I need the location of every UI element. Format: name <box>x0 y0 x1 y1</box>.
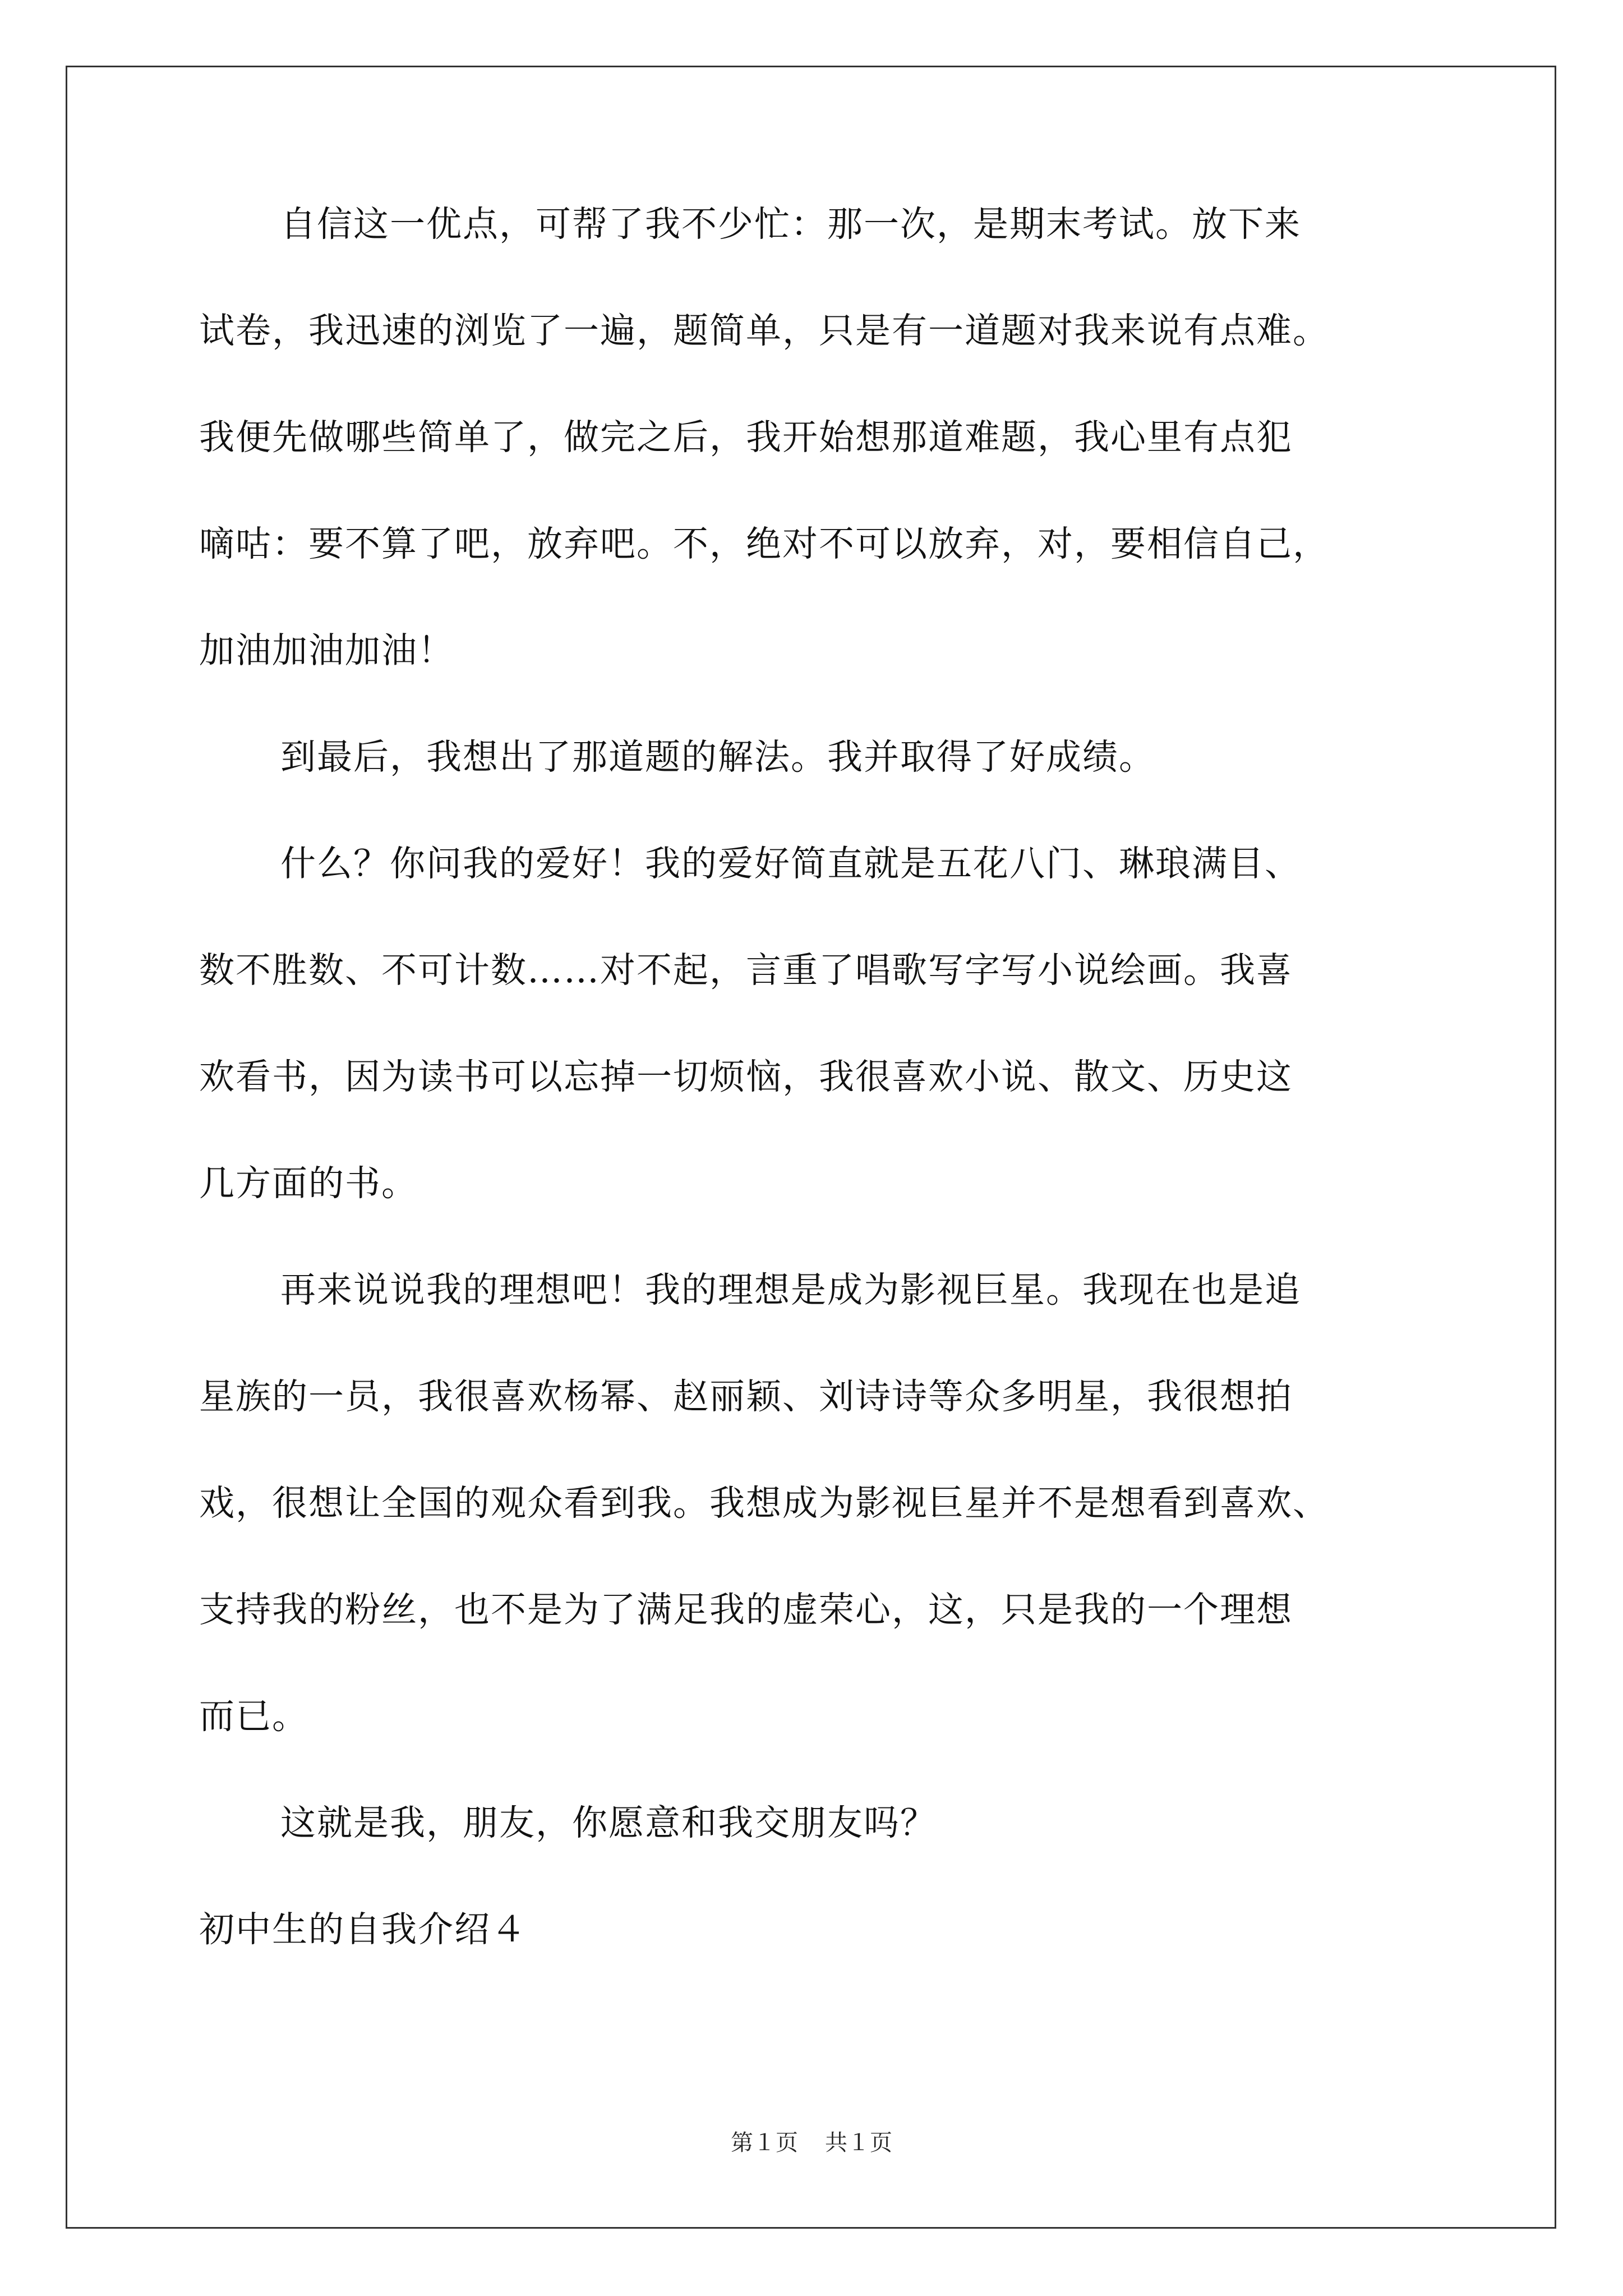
paragraph-line: 戏，很想让全国的观众看到我。我想成为影视巨星并不是想看到喜欢、 <box>199 1483 1329 1524</box>
paragraph-line: 支持我的粉丝，也不是为了满足我的虚荣心，这，只是我的一个理想 <box>199 1589 1293 1630</box>
paragraph-line: 数不胜数、不可计数……对不起，言重了唱歌写字写小说绘画。我喜 <box>199 950 1293 991</box>
paragraph-line: 再来说说我的理想吧！我的理想是成为影视巨星。我现在也是追 <box>280 1269 1301 1310</box>
section-heading: 初中生的自我介绍４ <box>199 1909 527 1950</box>
paragraph-line: 这就是我，朋友，你愿意和我交朋友吗？ <box>280 1802 937 1843</box>
paragraph-line: 欢看书，因为读书可以忘掉一切烦恼，我很喜欢小说、散文、历史这 <box>199 1056 1293 1097</box>
paragraph-line: 星族的一员，我很喜欢杨幂、赵丽颖、刘诗诗等众多明星，我很想拍 <box>199 1376 1293 1417</box>
paragraph-line: 到最后，我想出了那道题的解法。我并取得了好成绩。 <box>280 737 1155 777</box>
paragraph-line: 而已。 <box>199 1696 308 1737</box>
paragraph-line: 什么？你问我的爱好！我的爱好简直就是五花八门、琳琅满目、 <box>280 843 1301 884</box>
paragraph-line: 几方面的书。 <box>199 1163 418 1204</box>
page-total: 共１页 <box>825 2130 892 2156</box>
paragraph-line: 自信这一优点，可帮了我不少忙：那一次，是期末考试。放下来 <box>280 204 1301 245</box>
page-border <box>66 66 1556 2229</box>
page-footer <box>0 2129 1623 2157</box>
paragraph-line: 加油加油加油！ <box>199 630 454 671</box>
page-number: 第１页 <box>731 2130 798 2156</box>
paragraph-line: 我便先做哪些简单了，做完之后，我开始想那道难题，我心里有点犯 <box>199 417 1293 458</box>
paragraph-line: 试卷，我迅速的浏览了一遍，题简单，只是有一道题对我来说有点难。 <box>199 310 1329 351</box>
paragraph-line: 嘀咕：要不算了吧，放弃吧。不，绝对不可以放弃，对，要相信自己， <box>199 523 1329 564</box>
